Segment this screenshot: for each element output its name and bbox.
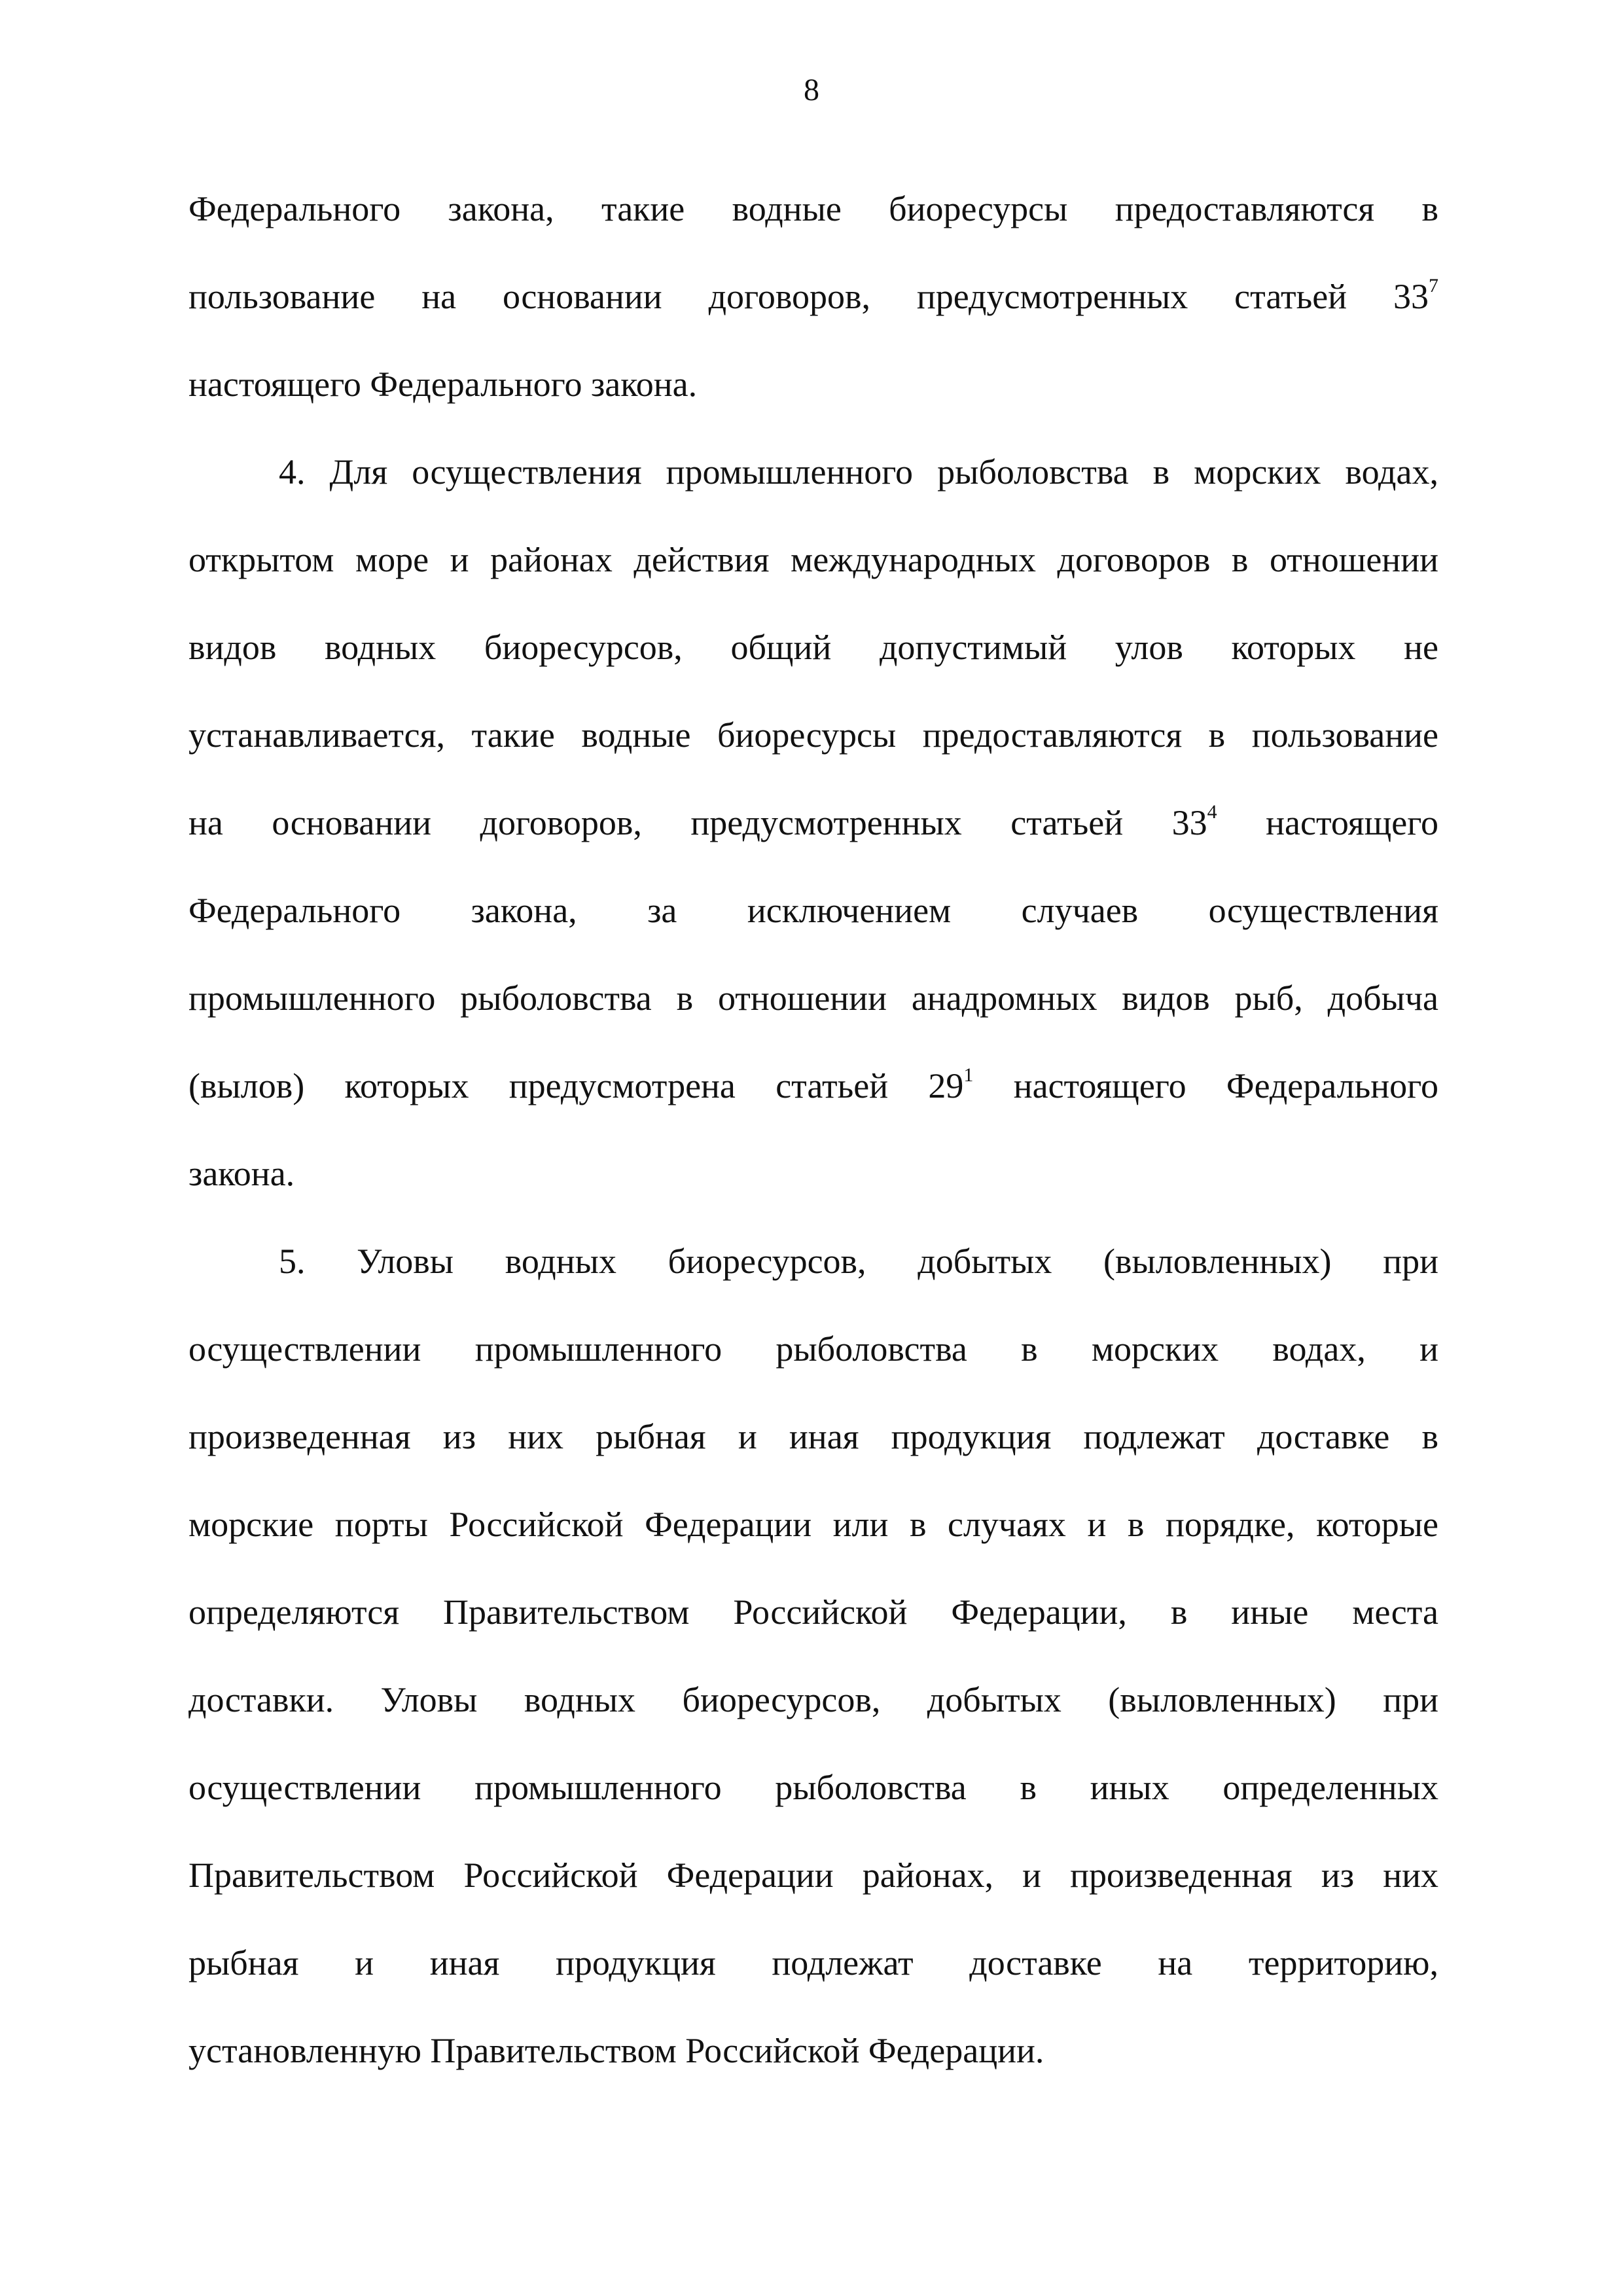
- paragraph-5: [188, 1217, 1438, 2094]
- text-line: морские порты Российской Федерации или в случаях и в порядке, которые: [188, 1505, 1438, 1544]
- text-line: (вылов) которых предусмотрена статьей $29^1$ настоящего Федерального: [188, 1064, 1438, 1105]
- text-line: Федерального закона, за исключением случаев осуществления: [188, 891, 1438, 930]
- text-line: произведенная из них рыбная и иная продукция подлежат доставке в: [188, 1417, 1438, 1456]
- page-number: 8: [804, 73, 819, 107]
- text-line: открытом море и районах действия международных договоров в отношении: [188, 540, 1438, 579]
- text-line: пользование на основании договоров, предусмотренных статьей $33^7$: [188, 275, 1438, 316]
- text-line: 5. Уловы водных биоресурсов, добытых (выловленных) при: [279, 1242, 1438, 1281]
- text-line: установленную Правительством Российской Федерации.: [188, 2031, 1044, 2070]
- text-line: Правительством Российской Федерации районах, и произведенная из них: [188, 1856, 1438, 1895]
- text-line: определяются Правительством Российской Федерации, в иные места: [188, 1592, 1438, 1632]
- text-line: осуществлении промышленного рыболовства в морских водах, и: [188, 1329, 1438, 1369]
- text-line: промышленного рыболовства в отношении анадромных видов рыб, добыча: [188, 978, 1438, 1018]
- text-line: закона.: [188, 1154, 295, 1193]
- paragraph-3-continued: [188, 165, 1438, 428]
- text-line: Федерального закона, такие водные биоресурсы предоставляются в: [188, 189, 1438, 228]
- text-line: устанавливается, такие водные биоресурсы предоставляются в пользование: [188, 715, 1438, 755]
- paragraph-4: [188, 428, 1438, 1217]
- text-line: на основании договоров, предусмотренных статьей $33^4$ настоящего: [188, 801, 1438, 842]
- text-line: рыбная и иная продукция подлежат доставке на территорию,: [188, 1943, 1438, 1982]
- text-line: осуществлении промышленного рыболовства в иных определенных: [188, 1768, 1438, 1807]
- superscript: 4: [1207, 801, 1217, 823]
- text-line: доставки. Уловы водных биоресурсов, добытых (выловленных) при: [188, 1680, 1438, 1719]
- text-line: настоящего Федерального закона.: [188, 365, 698, 404]
- superscript: 7: [1429, 275, 1438, 296]
- text-line: видов водных биоресурсов, общий допустимый улов которых не: [188, 628, 1438, 667]
- text-line: 4. Для осуществления промышленного рыболовства в морских водах,: [279, 452, 1438, 492]
- superscript: 1: [963, 1064, 974, 1086]
